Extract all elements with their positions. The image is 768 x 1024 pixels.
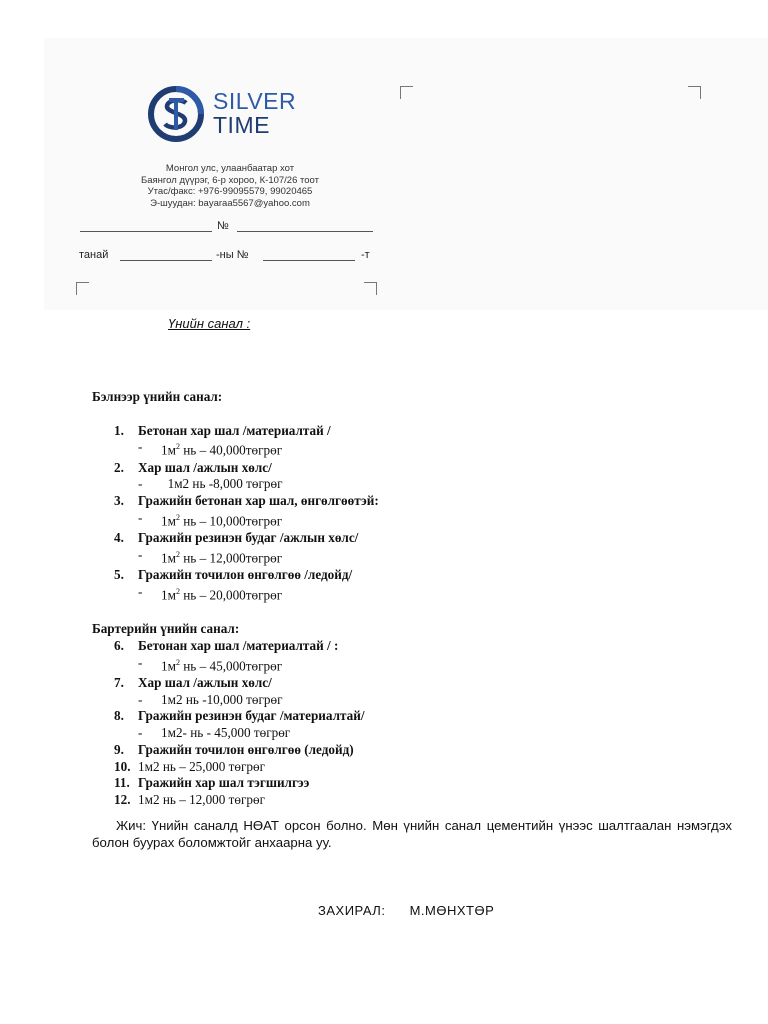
list-item: 4. Гражийн резинэн будаг /ажлын хөлс/: [114, 530, 359, 546]
price-line: - $1м^2$ нь – 45,000төгрөг: [138, 654, 283, 673]
number-label: №: [217, 220, 229, 232]
crop-mark: [400, 86, 413, 99]
signature-name: М.МӨНХТӨР: [409, 903, 495, 918]
contact-info: [80, 163, 380, 209]
list-item: 6. Бетонан хар шал /материалтай / :: [114, 637, 339, 653]
price-line: - $1м^2$ нь – 20,000төгрөг: [138, 583, 283, 603]
price-line: - $1м^2$ нь – 12,000төгрөг: [138, 546, 283, 566]
address-line: Баянгол дүүрэг, 6-р хороо, К-107/26 тоот: [141, 174, 319, 186]
address-line: Монгол улс, улаанбаатар хот: [165, 163, 295, 174]
blank-line: [263, 260, 355, 261]
list-item: 10. 1м2 нь – 25,000 төгрөг: [114, 758, 266, 774]
list-item: 8. Гражийн резинэн будаг /материалтай/: [114, 708, 365, 724]
blank-line: [237, 231, 373, 232]
crop-mark: [688, 86, 701, 99]
list-item: 1. Бетонан хар шал /материалтай /: [114, 422, 331, 438]
list-item: 3. Гражийн бетонан хар шал, өнгөлгөөтэй:: [114, 493, 379, 509]
list-item: 2. Хар шал /ажлын хөлс/: [114, 459, 272, 475]
offer-heading: Үнийн санал :: [168, 316, 251, 331]
note-paragraph: Жич: Үнийн саналд НӨАТ орсон болно. Мөн үнийн санал цементийн үнээс шалтгаалан нэмэгдэх болон буурах боломжтойг анхаарна уу.: [92, 818, 732, 851]
list-item: 9. Гражийн точилон өнгөлгөө (ледойд): [114, 741, 354, 757]
ref-suffix: -т: [361, 249, 370, 261]
section-title: Бартерийн үнийн санал:: [92, 620, 240, 636]
price-line: - 1м2 нь -8,000 төгрөг: [138, 476, 283, 492]
logo-line-2: TIME: [213, 112, 270, 138]
price-line: - 1м2 нь -10,000 төгрөг: [138, 691, 283, 707]
company-name: [213, 89, 296, 137]
ref-label: -ны №: [216, 249, 249, 261]
list-item: 11. Гражийн хар шал тэгшилгээ: [114, 775, 310, 791]
phone-line: Утас/факс: +976-99095579, 99020465: [147, 186, 313, 197]
offer-body: [92, 389, 732, 851]
signature-title: ЗАХИРАЛ:: [318, 903, 386, 918]
section-title: Бэлнээр үнийн санал:: [92, 389, 223, 404]
signature-block: [318, 903, 494, 918]
blank-line: [80, 231, 212, 232]
email-line: Э-шуудан: bayaraa5567@yahoo.com: [150, 197, 310, 209]
list-item: 7. Хар шал /ажлын хөлс/: [114, 674, 272, 690]
addressee-label: танай: [79, 249, 109, 261]
price-line: - 1м2- нь - 45,000 төгрөг: [138, 725, 291, 741]
blank-line: [120, 260, 212, 261]
crop-mark: [76, 282, 89, 295]
list-item: 5. Гражийн точилон өнгөлгөө /ледойд/: [114, 567, 353, 583]
price-line: - $1м^2$ нь – 40,000төгрөг: [138, 439, 283, 458]
price-line: - $1м^2$ нь – 10,000төгрөг: [138, 509, 283, 529]
crop-mark: [364, 282, 377, 295]
logo-line-1: SILVER: [213, 88, 297, 114]
list-item: 12. 1м2 нь – 12,000 төгрөг: [114, 792, 266, 808]
